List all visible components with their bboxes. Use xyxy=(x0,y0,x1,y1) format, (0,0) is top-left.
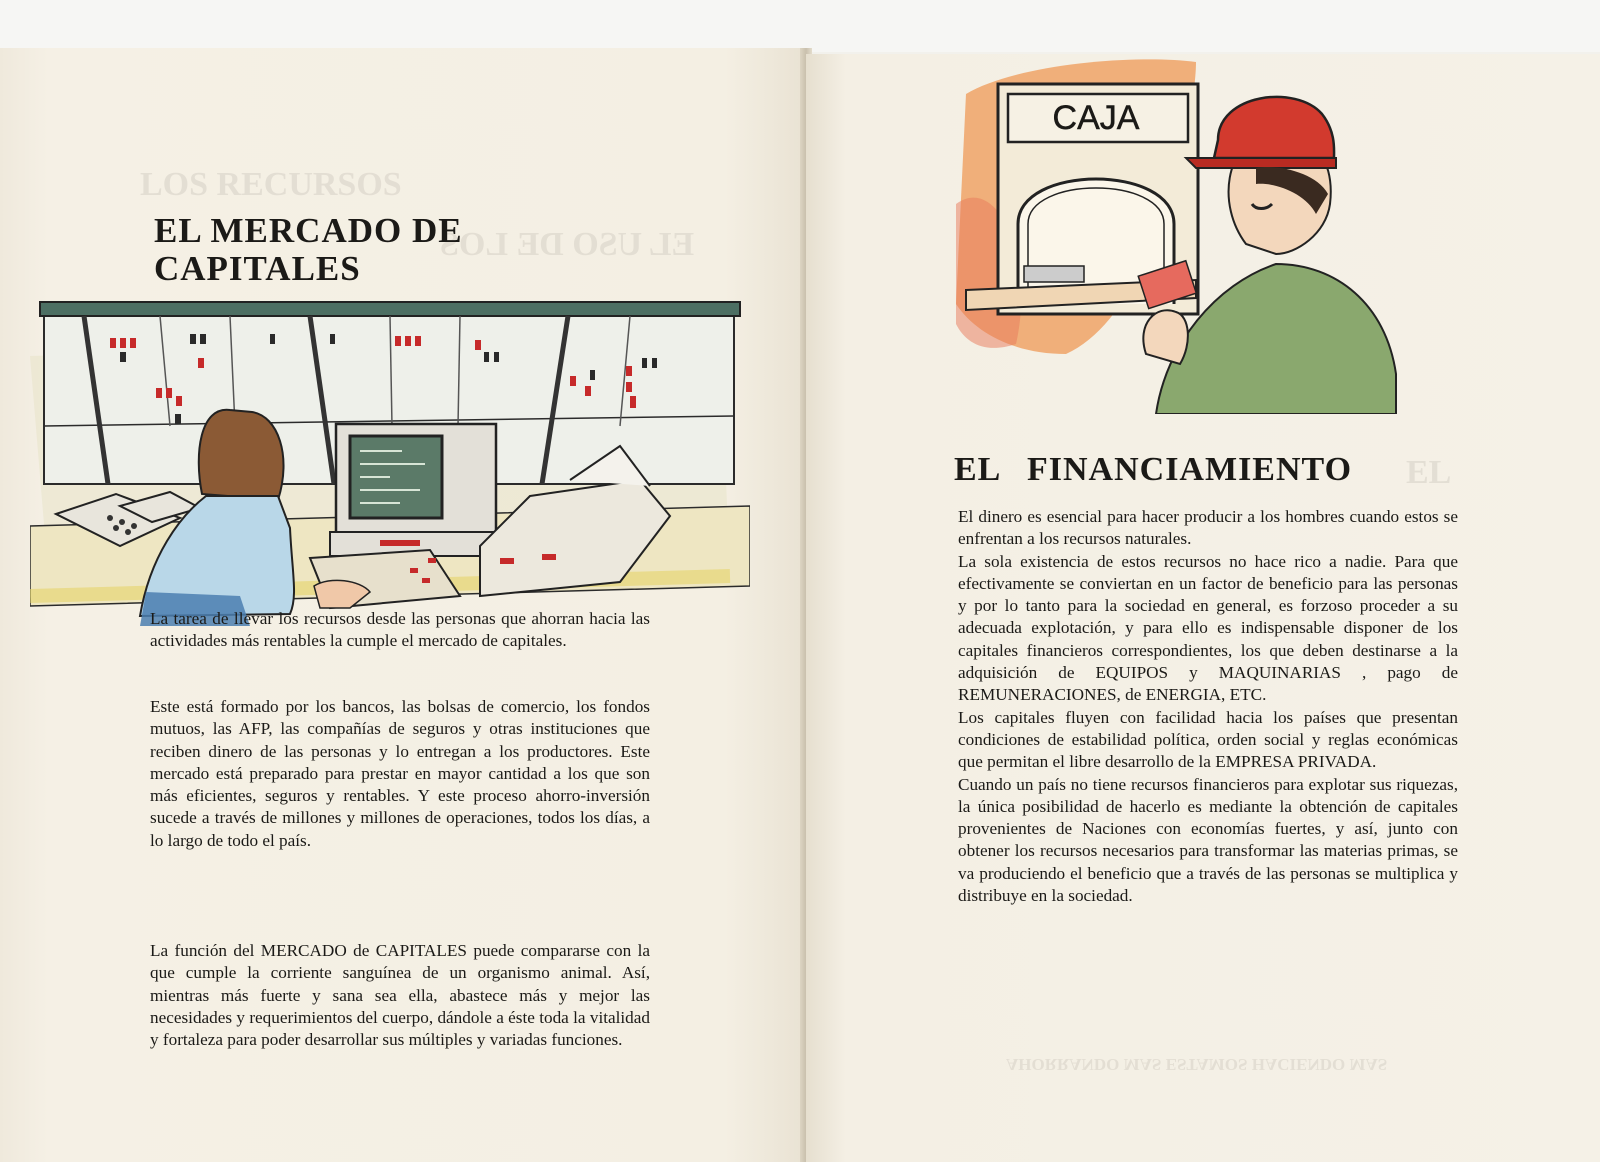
paragraph-text: La tarea de llevar los recursos desde las personas que ahorran hacia las actividades más rentables la cumple el mercado de capitales. xyxy=(150,609,650,651)
right-page xyxy=(806,54,1600,1162)
left-page xyxy=(0,48,806,1162)
scan-background xyxy=(0,0,1600,52)
trading-desk-illustration xyxy=(30,296,750,636)
caja-sign: CAJA xyxy=(1052,99,1140,137)
paragraph-text: La función del MERCADO de CAPITALES puede compararse con la que cumple la corriente sanguínea de un organismo animal. Así, mientras más fuerte y sana sea ella, abastece más y mejor las necesidades y requerimientos del cuerpo, dándole a éste toda la vitalidad y fortaleza para poder desarrollar sus múltiples y variadas funciones. xyxy=(150,941,650,1050)
paragraph-text: La sola existencia de estos recursos no hace rico a nadie. Para que efectivamente se conviertan en un factor de beneficio para las personas y por lo tanto para la sociedad en general, es forzoso proceder a su adecuada explotación, y para ello es indispensable disponer de los capitales financieros correspondientes, los que deben destinarse a la adquisición de EQUIPOS y MAQUINARIAS , pago de REMUNERACIONES, de ENERGIA, ETC. xyxy=(958,551,1458,705)
page-title: EL FINANCIAMIENTO xyxy=(954,451,1353,488)
body-text xyxy=(958,506,1458,907)
paragraph-text: El dinero es esencial para hacer producir a los hombres cuando estos se enfrentan a los recursos naturales. xyxy=(958,507,1458,549)
intro-paragraph xyxy=(150,608,650,653)
bleed-through-text: EL USO DE LOS xyxy=(440,226,695,263)
paragraph-text: Este está formado por los bancos, las bolsas de comercio, los fondos mutuos, las AFP, las compañías de seguros y otras instituciones que reciben dinero de las personas y lo entregan a los productores. Este mercado está preparado para prestar en mayor cantidad a los que son más eficientes, seguros y rentables. Y este proceso ahorro-inversión sucede a través de millones y millones de operaciones, todos los días, a lo largo de todo el país. xyxy=(150,697,650,850)
page-title: EL MERCADO DE CAPITALES xyxy=(154,211,463,288)
paragraph-text: Los capitales fluyen con facilidad hacia los países que presentan condiciones de estabilidad política, orden social y reglas económicas que permitan el libre desarrollo de la EMPRESA PRIVADA. xyxy=(958,707,1458,772)
bleed-through-text: EL xyxy=(1406,454,1452,491)
paragraph-text: Cuando un país no tiene recursos financieros para explotar sus riquezas, la única posibilidad de hacerlo es mediante la obtención de capitales provenientes de Naciones con economías fuertes, y así, junto con obtener los recursos necesarios para transformar las materias primas, se va produciendo el beneficio que a través de las personas se multiplica y distribuye en la sociedad. xyxy=(958,774,1458,906)
bank-teller-illustration xyxy=(956,54,1406,414)
bleed-through-text: AHORRANDO MAS ESTAMOS HACIENDO MAS xyxy=(1006,1055,1388,1074)
closing-paragraph xyxy=(150,940,650,1051)
body-paragraph xyxy=(150,696,650,852)
bleed-through-text: LOS RECURSOS xyxy=(140,166,402,203)
